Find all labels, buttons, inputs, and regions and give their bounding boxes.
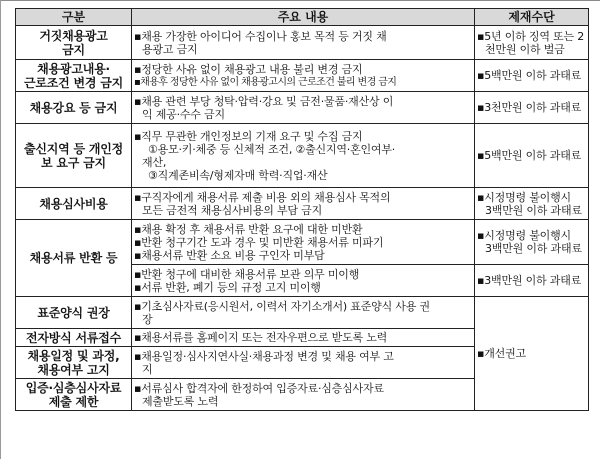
content-cell bbox=[132, 265, 475, 297]
content-cell bbox=[132, 347, 475, 379]
sanction-cell bbox=[475, 188, 589, 220]
top-border-line bbox=[0, 0, 600, 1]
sanction-line: ▪개선권고 bbox=[477, 347, 526, 360]
content-line: ①용모·키·체중 등 신체적 조건, ②출신지역·혼인여부· bbox=[148, 142, 396, 156]
category-cell bbox=[16, 92, 132, 124]
sanction-cell bbox=[475, 265, 589, 297]
content-line: ▪채용후 정당한 사유 없이 채용광고시의 근로조건 불리 변경 금지 bbox=[134, 76, 397, 88]
category-cell bbox=[16, 347, 132, 379]
content-line: ▪반환 청구기간 도과 경우 및 미반환 채용서류 미파기 bbox=[134, 235, 384, 249]
header-sanction: 제재수단 bbox=[475, 9, 589, 26]
content-cell bbox=[132, 92, 475, 124]
category-line: 근로조건 변경 금지 bbox=[23, 75, 124, 90]
sanction-line: ▪시정명령 불이행시 bbox=[477, 190, 571, 204]
category-line: 거짓채용광고 bbox=[39, 28, 108, 43]
content-line: ▪구직자에게 채용서류 제출 비용 외의 채용심사 목적의 bbox=[134, 190, 391, 204]
content-line: 익 제공·수수 금지 bbox=[142, 107, 225, 121]
category-line: 입증·심층심사자료 bbox=[25, 380, 122, 395]
category-line: 금지 bbox=[62, 42, 85, 57]
sanction-line: 3백만원 이하 과태료 bbox=[485, 242, 582, 255]
category-cell bbox=[16, 297, 132, 329]
category-line: 전자방식 서류접수 bbox=[25, 330, 122, 345]
category-cell bbox=[16, 220, 132, 297]
category-cell bbox=[16, 379, 132, 411]
content-line: 장 bbox=[142, 312, 153, 326]
table-row bbox=[16, 297, 589, 329]
category-cell bbox=[16, 60, 132, 92]
content-line: 용광고 금지 bbox=[142, 42, 198, 56]
sanction-line: ▪3천만원 이하 과태료 bbox=[477, 101, 582, 114]
table-row bbox=[16, 60, 589, 92]
content-line: ▪정당한 사유 없이 채용광고 내용 불리 변경 금지 bbox=[134, 62, 363, 76]
sanction-line: ▪시정명령 불이행시 bbox=[477, 229, 571, 242]
category-line: 채용심사비용 bbox=[39, 196, 108, 211]
table-row bbox=[16, 220, 589, 265]
category-cell bbox=[16, 329, 132, 347]
category-cell bbox=[16, 188, 132, 220]
category-line: 제출 제한 bbox=[48, 394, 99, 409]
category-line: 채용강요 등 금지 bbox=[29, 100, 118, 115]
left-border-line bbox=[0, 0, 1, 459]
category-line: 채용일정 및 과정, bbox=[27, 348, 120, 363]
content-line: 재산, bbox=[142, 155, 167, 169]
sanction-cell bbox=[475, 92, 589, 124]
sanction-line: 3백만원 이하 과태료 bbox=[485, 203, 582, 217]
recruitment-rules-table bbox=[15, 8, 589, 411]
content-line: ▪서류 반환, 폐기 등의 규정 고지 미이행 bbox=[134, 280, 321, 294]
sanction-line: ▪5백만원 이하 과태료 bbox=[477, 69, 582, 82]
content-cell bbox=[132, 220, 475, 265]
category-line: 채용여부 고지 bbox=[37, 362, 110, 377]
content-line: ▪채용서류 반환 소요 비용 구인자 미부담 bbox=[134, 248, 325, 262]
content-cell bbox=[132, 124, 475, 188]
header-content: 주요 내용 bbox=[132, 9, 475, 26]
content-cell bbox=[132, 60, 475, 92]
sanction-cell bbox=[475, 297, 589, 411]
category-line: 보 요구 금지 bbox=[41, 155, 106, 170]
content-cell bbox=[132, 26, 475, 60]
content-line: ▪서류심사 합격자에 한정하여 입증자료·심층심사자료 bbox=[134, 381, 384, 395]
sanction-cell bbox=[475, 220, 589, 265]
table-row bbox=[16, 188, 589, 220]
category-cell bbox=[16, 26, 132, 60]
content-line: ▪채용일정·심사지연사실·채용과정 변경 및 채용 여부 고 bbox=[134, 349, 394, 363]
content-line: ▪채용 가장한 아이디어 수집이나 홍보 목적 등 거짓 채 bbox=[134, 29, 387, 43]
sanction-line: ▪5년 이하 징역 또는 2 bbox=[477, 29, 585, 43]
table-header-row bbox=[16, 9, 589, 26]
content-line: 모든 금전적 채용심사비용의 부담 금지 bbox=[142, 203, 323, 217]
content-line: ▪직무 무관한 개인정보의 기재 요구 및 수집 금지 bbox=[134, 129, 363, 143]
table-row bbox=[16, 26, 589, 60]
content-line: ▪기초심사자료(응시원서, 이력서 자기소개서) 표준양식 사용 권 bbox=[134, 299, 430, 313]
sanction-cell bbox=[475, 124, 589, 188]
sanction-line: ▪3백만원 이하 과태료 bbox=[477, 274, 582, 287]
table-row bbox=[16, 92, 589, 124]
content-line: 지 bbox=[142, 362, 153, 376]
sanction-line: 천만원 이하 벌금 bbox=[485, 42, 565, 56]
category-cell bbox=[16, 124, 132, 188]
content-cell bbox=[132, 297, 475, 329]
sanction-cell bbox=[475, 60, 589, 92]
content-cell bbox=[132, 379, 475, 411]
content-cell bbox=[132, 329, 475, 347]
content-line: 제출받도록 노력 bbox=[142, 394, 219, 408]
sanction-line: ▪5백만원 이하 과태료 bbox=[477, 149, 582, 162]
content-line: ▪채용서류를 홈페이지 또는 전자우편으로 받도록 노력 bbox=[134, 331, 388, 344]
sanction-cell bbox=[475, 26, 589, 60]
table-row bbox=[16, 124, 589, 188]
category-line: 표준양식 권장 bbox=[37, 305, 110, 320]
category-line: 채용서류 반환 등 bbox=[29, 251, 118, 265]
content-line: ▪채용 관련 부당 청탁·압력·강요 및 금전·물품·재산상 이 bbox=[134, 94, 394, 108]
content-cell bbox=[132, 188, 475, 220]
content-line: ▪반환 청구에 대비한 채용서류 보관 의무 미이행 bbox=[134, 267, 360, 281]
content-line: ▪채용 확정 후 채용서류 반환 요구에 대한 미반환 bbox=[134, 222, 363, 236]
category-line: 채용광고내용· bbox=[37, 61, 110, 76]
content-line: ③직계존비속/형제자매 학력·직업·재산 bbox=[148, 168, 328, 182]
header-category: 구분 bbox=[16, 9, 132, 26]
category-line: 출신지역 등 개인정 bbox=[23, 141, 124, 156]
